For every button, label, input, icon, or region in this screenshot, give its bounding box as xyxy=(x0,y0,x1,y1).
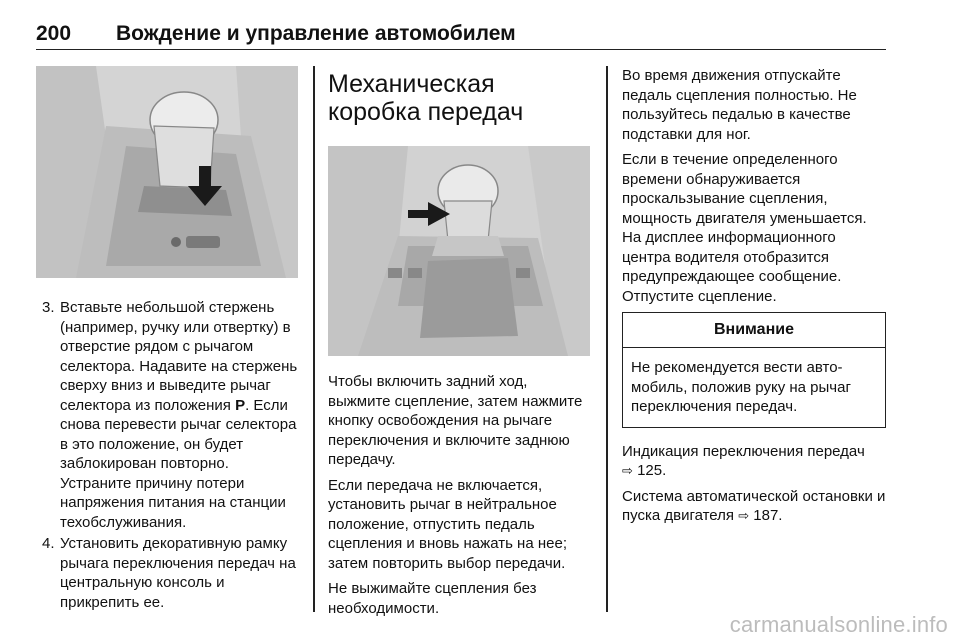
list-item: 4. Установить декоративную рамку рычага переключения передач на центральную консоль и прикрепить ее. xyxy=(42,535,296,611)
warning-title: Внимание xyxy=(623,313,885,348)
cross-reference[interactable]: Система автоматической остановки и пуска двигателя ⇨ 187. xyxy=(622,487,886,524)
page-number: 200 xyxy=(36,22,72,45)
instruction-steps xyxy=(36,298,298,612)
chapter-title: Вождение и управление автомобилем xyxy=(116,22,516,45)
page-reference-icon: ⇨ xyxy=(738,508,750,523)
column-divider xyxy=(606,66,608,612)
warning-text: Не рекомендуется вести автомобиль, положив руку на рычаг переключения передач. xyxy=(631,359,851,415)
column-divider xyxy=(313,66,315,612)
warning-box xyxy=(622,312,886,428)
page-header xyxy=(36,20,886,50)
cross-reference[interactable]: Индикация переключения передач ⇨ 125. xyxy=(622,442,865,479)
paragraph: Если в течение определенного времени обнаруживается проскальзывание сцепления, мощность двигателя уменьшается. На дисплее информационного центра водителя отобразится предупреждающее сообщение. Отпустите сцепление. xyxy=(622,151,867,305)
gear-lever-illustration xyxy=(328,146,590,356)
column-2 xyxy=(328,66,590,624)
paragraph: Если передача не включается, установить рычаг в нейтральное положение, отпустить педаль сцепления и вновь нажать на нее; затем повторить выбор передачи. xyxy=(328,476,567,572)
paragraph: Во время движения отпускайте педаль сцепления полностью. Не пользуйтесь педалью в качестве подставки для ног. xyxy=(622,67,857,143)
paragraph: Не выжимайте сцепления без необходимости. xyxy=(328,580,537,617)
watermark: carmanualsonline.info xyxy=(729,612,948,637)
automatic-selector-figure xyxy=(36,66,298,278)
paragraph: Чтобы включить задний ход, выжмите сцепление, затем нажмите кнопку освобождения на рычаге переключения и включите заднюю передачу. xyxy=(328,373,583,468)
section-title: Механическая коробка передач xyxy=(328,70,524,126)
manual-gearbox-figure xyxy=(328,146,590,356)
column-3 xyxy=(622,66,886,532)
page-reference-icon: ⇨ xyxy=(622,463,633,478)
selector-lever-illustration xyxy=(36,66,298,278)
list-item: 3. Вставьте небольшой стержень (например, ручку или отвертку) в отверстие рядом с рычагом селектора. Надавите на стержень сверху вниз и выведите рычаг селектора из положения P. Если снова перевести рычаг селектора в это положение, он будет заблокирован повторно. Устраните причину потери напряжения питания на станции техобслуживания. xyxy=(42,299,298,531)
column-1 xyxy=(36,66,298,614)
